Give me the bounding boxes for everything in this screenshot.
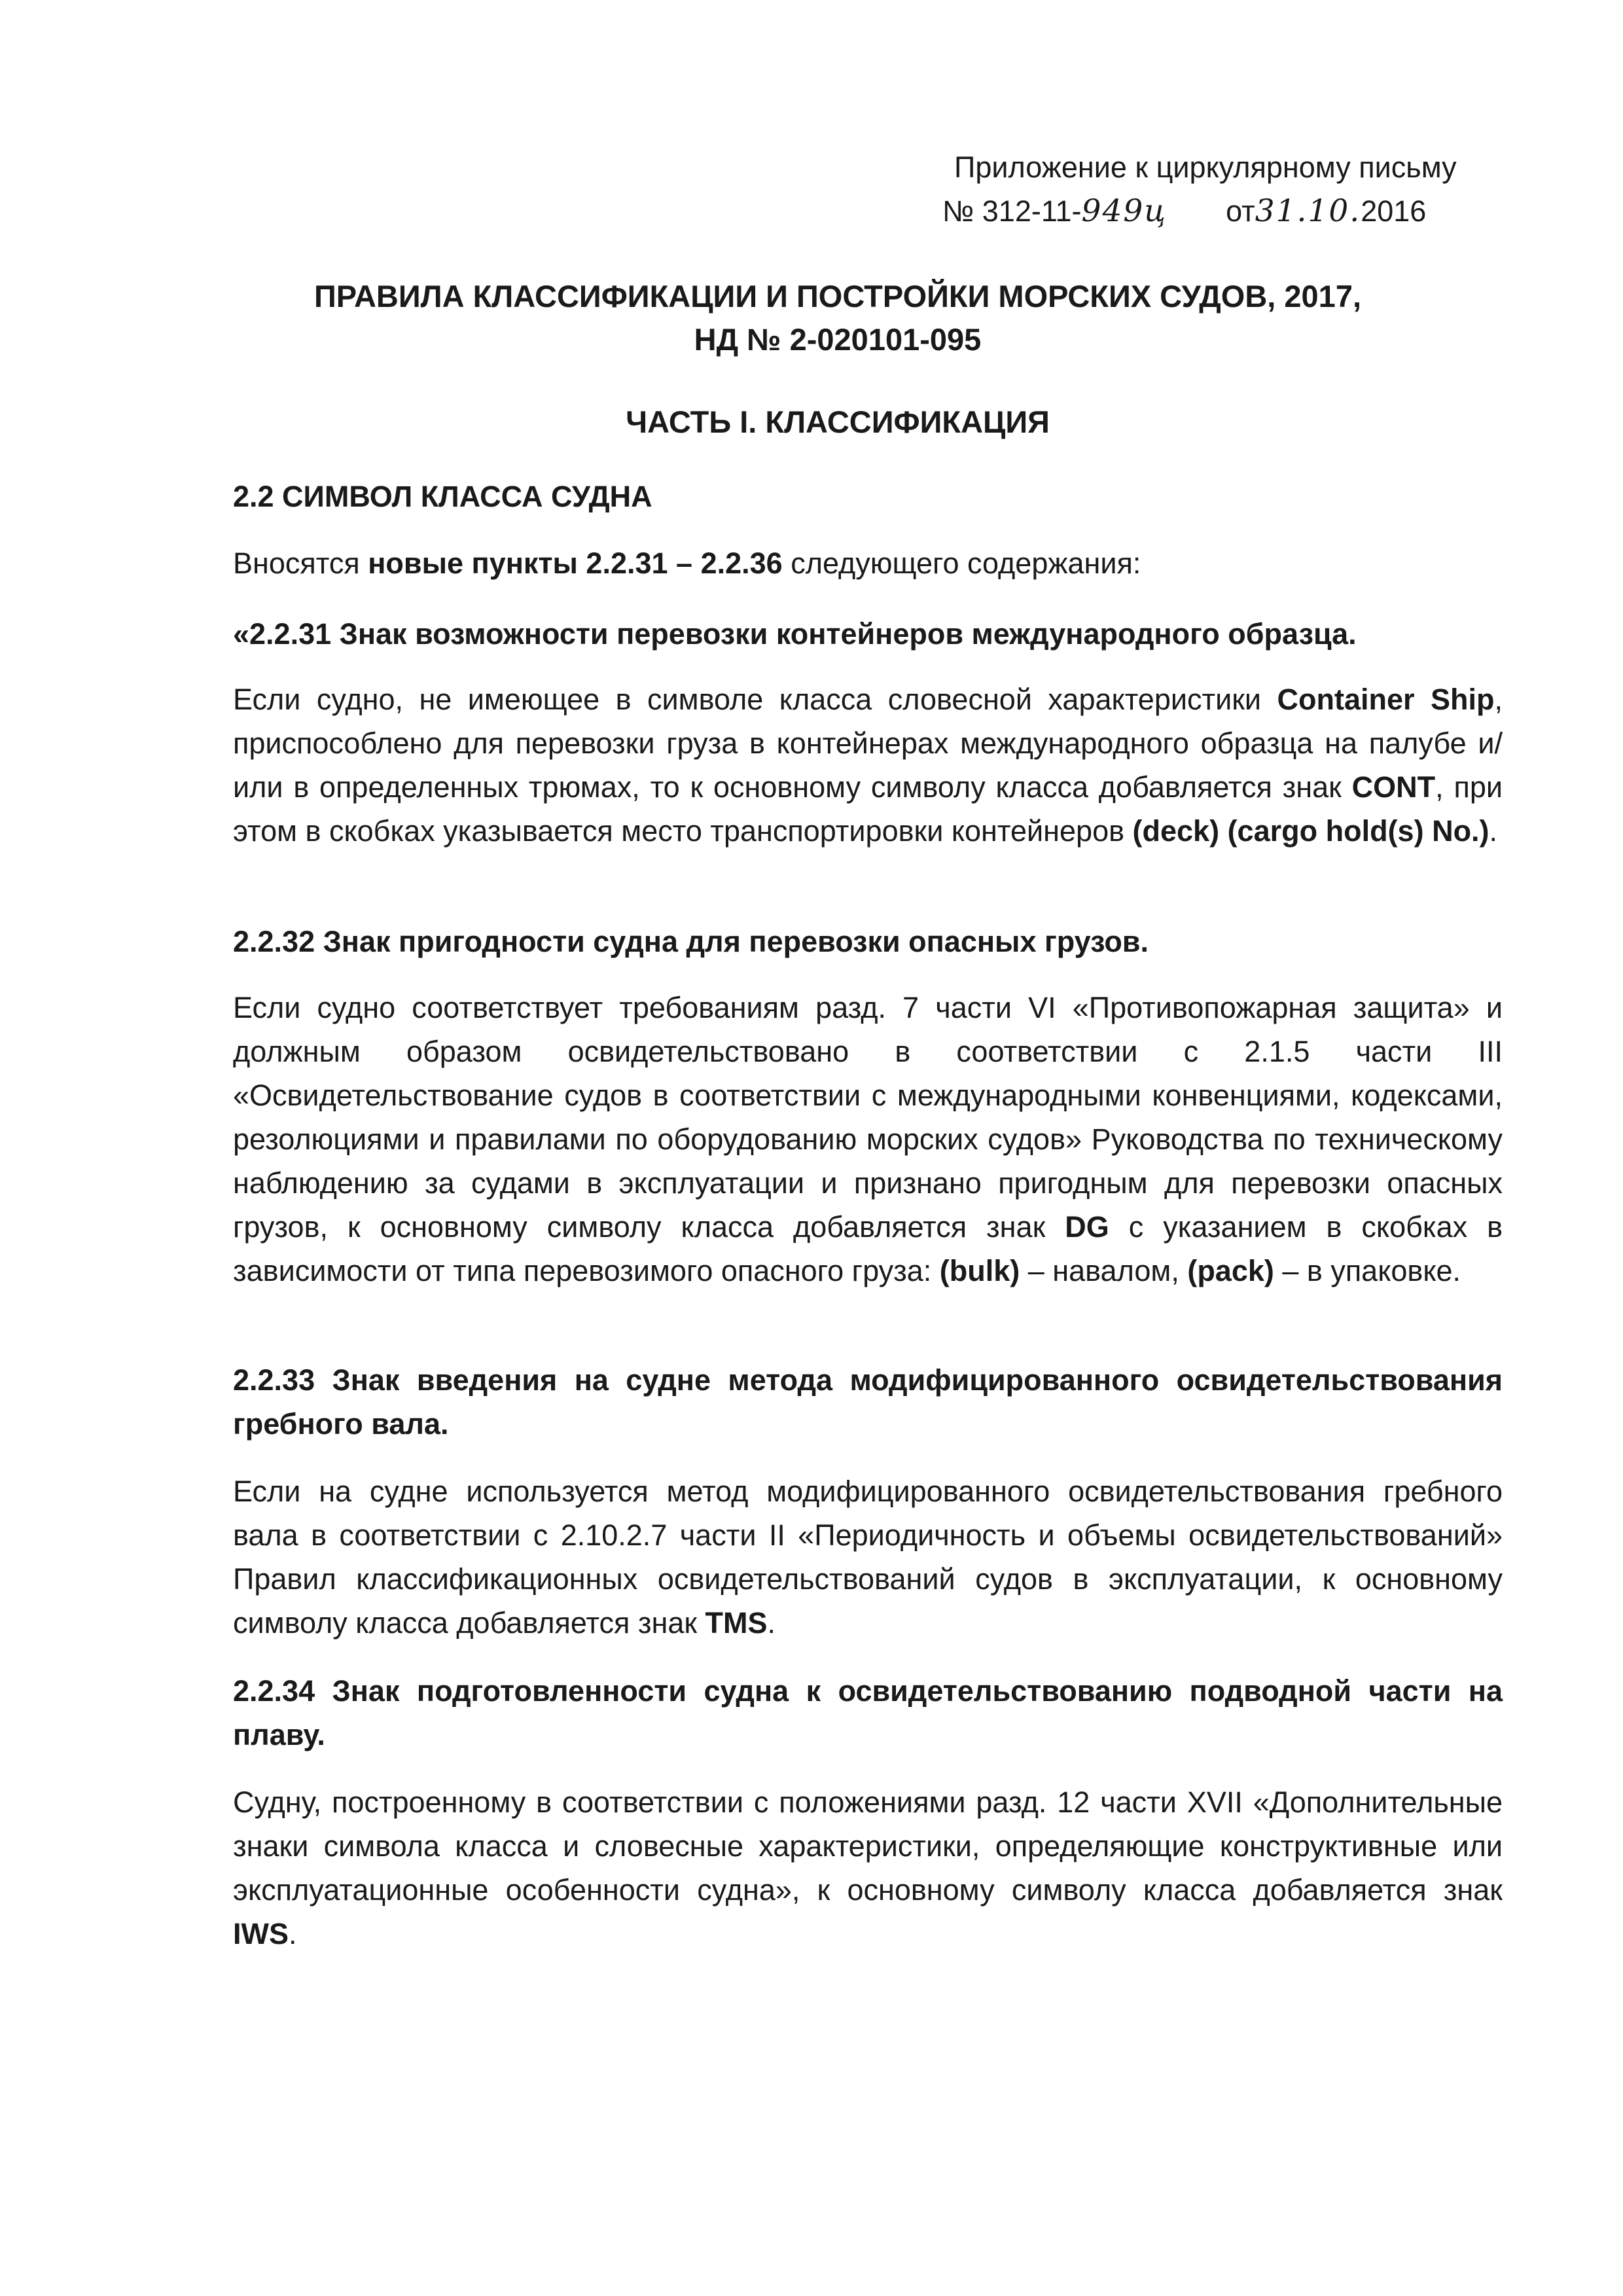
mark-iws: IWS	[233, 1917, 289, 1950]
appendix-number-line	[942, 189, 1531, 233]
paragraph-text: – навалом,	[1020, 1254, 1188, 1287]
paragraph-2-2-34	[233, 1780, 1503, 1956]
paragraph-2-2-31	[233, 677, 1503, 853]
paragraph-text: .	[1489, 814, 1498, 848]
mark-tms: TMS	[705, 1606, 768, 1640]
mark-cont: CONT	[1351, 770, 1436, 804]
paragraph-text: Судну, построенному в соответствии с положениями разд. 12 части XVII «Дополнительные знаки символа класса и словесные характеристики, определяющие конструктивные или эксплуатационные особенности судна», к основному символу класса добавляется знак	[233, 1785, 1503, 1907]
paragraph-text: , при этом в скобках указывается место транспортировки контейнеров	[233, 770, 1503, 848]
cont-location-terms: (deck) (cargo hold(s) No.)	[1132, 814, 1489, 848]
heading-2-2-31: «2.2.31 Знак возможности перевозки контейнеров международного образца.	[233, 617, 1357, 651]
appendix-line: Приложение к циркулярному письму	[954, 151, 1457, 184]
paragraph-text: Если судно, не имеющее в символе класса словесной характеристики	[233, 683, 1277, 716]
heading-2-2-32: 2.2.32 Знак пригодности судна для перевозки опасных грузов.	[233, 925, 1149, 958]
paragraph-2-2-32	[233, 986, 1503, 1293]
document-title-line: ПРАВИЛА КЛАССИФИКАЦИИ И ПОСТРОЙКИ МОРСКИХ СУДОВ, 2017,	[313, 279, 1362, 314]
appendix-number-prefix: № 312-11-	[942, 194, 1082, 228]
paragraph-text: Если на судне используется метод модифицированного освидетельствования гребного вала в соответствии с 2.10.2.7 части II «Периодичность и объемы освидетельствований» Правил классификационных освидетельствований судов в эксплуатации, к основному символу класса добавляется знак	[233, 1475, 1503, 1640]
appendix-date-prefix: от	[1226, 194, 1255, 228]
term-bulk: (bulk)	[939, 1254, 1020, 1287]
heading-2-2-33: 2.2.33 Знак введения на судне метода модифицированного освидетельствования гребного вала.	[233, 1363, 1503, 1441]
intro-text: Вносятся	[233, 547, 368, 580]
paragraph-2-2-33	[233, 1469, 1503, 1645]
paragraph-text: , приспособлено для перевозки груза в контейнерах международного образца на палубе и/или в определенных трюмах, то к основному символу класса добавляется знак	[233, 683, 1503, 804]
handwritten-date: 31.10.	[1255, 193, 1361, 229]
appendix-year: 2016	[1361, 194, 1427, 228]
handwritten-number: 949ц	[1081, 193, 1168, 229]
paragraph-text: .	[767, 1606, 776, 1640]
mark-dg: DG	[1065, 1210, 1109, 1244]
paragraph-text: .	[289, 1917, 297, 1950]
intro-paragraph	[233, 541, 1503, 585]
intro-text: следующего содержания:	[782, 547, 1141, 580]
term-pack: (pack)	[1187, 1254, 1274, 1287]
appendix-note	[942, 145, 1531, 233]
heading-2-2-34: 2.2.34 Знак подготовленности судна к освидетельствованию подводной части на плаву.	[233, 1674, 1503, 1751]
term-container-ship: Container Ship	[1277, 683, 1495, 716]
section-heading: 2.2 СИМВОЛ КЛАССА СУДНА	[233, 480, 652, 513]
document-title	[236, 275, 1440, 361]
paragraph-text: – в упаковке.	[1274, 1254, 1461, 1287]
paragraph-text: с указанием в скобках в зависимости от типа перевозимого опасного груза:	[233, 1210, 1503, 1287]
intro-bold: новые пункты 2.2.31 – 2.2.36	[368, 547, 783, 580]
part-title: ЧАСТЬ I. КЛАССИФИКАЦИЯ	[626, 404, 1050, 439]
paragraph-text: Если судно соответствует требованиям разд. 7 части VI «Противопожарная защита» и должным образом освидетельствовано в соответствии с 2.1.5 части III «Освидетельствование судов в соответствии с международными конвенциями, кодексами, резолюциями и правилами по оборудованию морских судов» Руководства по техническому наблюдению за судами в эксплуатации и признано пригодным для перевозки опасных грузов, к основному символу класса добавляется знак	[233, 991, 1503, 1244]
document-title-code: НД № 2-020101-095	[694, 322, 982, 357]
